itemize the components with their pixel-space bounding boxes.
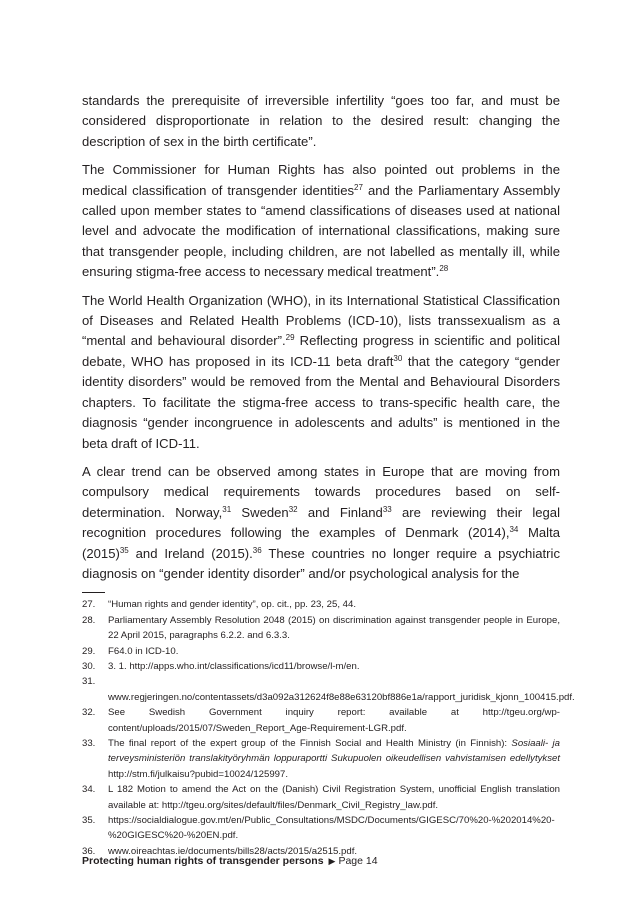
footnote-35: 35. https://socialdialogue.gov.mt/en/Public_Consultations/MSDC/Documents/GIGESC/70%20-%202014%20-%20GIGESC%20-%20EN.pdf. — [82, 815, 555, 842]
footnote-ref-27[interactable]: 27 — [354, 182, 363, 192]
footer-title: Protecting human rights of transgender persons — [82, 855, 324, 867]
footnote-34: 34. L 182 Motion to amend the Act on the (Danish) Civil Registration System, unofficial English translation available at: http://tgeu.org/sites/default/files/Denmark_Civil_Registry_law.pdf. — [82, 784, 560, 811]
footnote-ref-31[interactable]: 31 — [222, 504, 232, 514]
footnote-divider — [82, 592, 105, 593]
footnote-ref-32[interactable]: 32 — [288, 504, 298, 514]
paragraph-4: A clear trend can be observed among states in Europe that are moving from compulsory medical requirements towards procedures based on self-determination. Norway,$^{31}$ Sweden$^{32}$ and Finland$^{33}$ are reviewing their legal recognition procedures following the examples of Denmark (2014),$^{34}$ Malta $(2015)^{35}$ and Ireland (2015).$^{36}$ These countries no longer require a psychiatric diagnosis on “gender identity disorder” and/or psychological analysis for the — [82, 463, 560, 581]
page-content — [82, 91, 575, 859]
footnote-ref-36[interactable]: 36 — [252, 545, 262, 555]
footnote-36: 36. www.oireachtas.ie/documents/bills28/acts/2015/a2515.pdf. — [82, 845, 358, 857]
footnote-27: 27. “Human rights and gender identity”, op. cit., pp. 23, 25, 44. — [82, 599, 356, 611]
paragraph-3: The World Health Organization (WHO), in its International Statistical Classification of Diseases and Related Health Problems (ICD-10), lists transsexualism as a “mental and behavioural disorder”.$^{29}$ Reflecting progress in scientific and political debate, WHO has proposed in its ICD-11 beta draft$^{30}$ that the category “gender identity disorders” would be removed from the Mental and Behavioural Disorders chapters. To facilitate the stigma-free access to trans-specific health care, the diagnosis “gender incongruence in adolescents and adults” is mentioned in the beta draft of ICD-11. — [82, 292, 560, 451]
footnote-ref-28[interactable]: 28 — [439, 264, 449, 274]
footnote-ref-29[interactable]: 29 — [285, 333, 295, 343]
page-number: Page 14 — [338, 855, 378, 867]
footnote-31: 31.www.regjeringen.no/contentassets/d3a092a312624f8e88e63120bf886e1a/rapport_juridisk_kjonn_100415.pdf. — [82, 676, 575, 703]
footnote-32: 32. See Swedish Government inquiry report: available at http://tgeu.org/wp-content/uploads/2015/07/Sweden_Report_Age-Requirement-LGR.pdf. — [82, 707, 560, 734]
footnote-ref-33[interactable]: 33 — [382, 504, 392, 514]
footnote-28: 28. Parliamentary Assembly Resolution 2048 (2015) on discrimination against transgender people in Europe, 22 April 2015, paragraphs 6.2.2. and 6.3.3. — [82, 614, 560, 642]
footnote-29: 29. F64.0 in ICD-10. — [82, 645, 179, 657]
footnotes — [82, 597, 575, 859]
page-footer — [82, 854, 378, 868]
paragraph-2: The Commissioner for Human Rights has also pointed out problems in the medical classification of transgender identities$^{27}$ and the Parliamentary Assembly called upon member states to “amend classifications of diseases used at national level and advocate the modification of international classifications, making sure that transgender people, including children, are not labelled as mentally ill, while ensuring stigma-free access to necessary medical treatment”.$^{28}$ — [82, 162, 560, 280]
footnote-33: 33. The final report of the expert group of the Finnish Social and Health Ministry (in Finnish): Sosiaali- ja terveysministeriön translakityöryhmän loppuraportti Sukupuolen oikeudellisen vahvistamisen edellytykset http://stm.fi/julkaisu?pubid=10024/125997. — [82, 738, 560, 780]
footnote-30: 30. 3. 1. http://apps.who.int/classifications/icd11/browse/l-m/en. — [82, 660, 360, 672]
arrow-right-icon: ▶ — [328, 856, 336, 866]
paragraph-1: standards the prerequisite of irreversible infertility “goes too far, and must be considered disproportionate in relation to the desired result: changing the description of sex in the birth certificate”. — [82, 93, 560, 149]
footnote-ref-35[interactable]: 35 — [119, 545, 129, 555]
footnote-ref-34[interactable]: 34 — [509, 525, 519, 535]
footnote-ref-30[interactable]: 30 — [393, 353, 403, 363]
